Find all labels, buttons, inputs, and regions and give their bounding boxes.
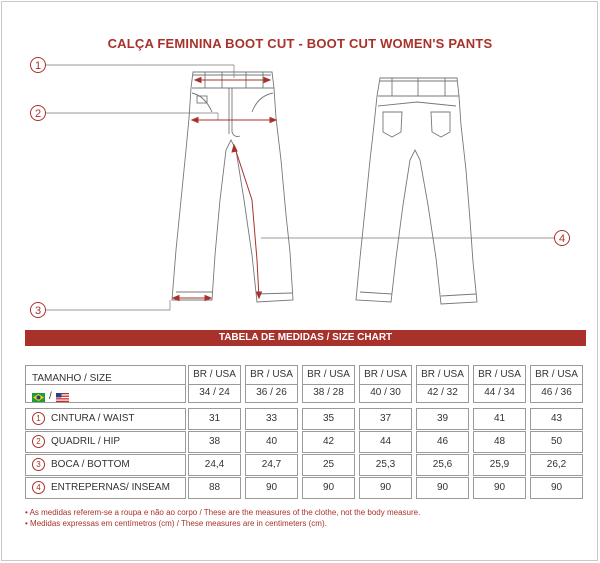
callout-2: 2 [34, 108, 42, 120]
measure-label [25, 408, 186, 430]
measure-label [25, 454, 186, 476]
measure-value: 25,6 [416, 454, 469, 476]
measure-value: 44 [359, 431, 412, 453]
table-row [25, 477, 586, 499]
measure-value: 88 [188, 477, 241, 499]
size-value: 44 / 34 [484, 387, 515, 398]
back-pants-illustration [356, 78, 477, 304]
measure-value: 25,9 [473, 454, 526, 476]
size-header-cell [188, 365, 241, 403]
size-header-cell [416, 365, 469, 403]
measure-value: 50 [530, 431, 583, 453]
page-title: CALÇA FEMININA BOOT CUT - BOOT CUT WOMEN'S PANTS [107, 36, 493, 51]
measure-name: QUADRIL / HIP [51, 436, 121, 447]
size-header-cell [245, 365, 298, 403]
measure-value: 90 [302, 477, 355, 499]
flags [32, 387, 69, 407]
table-row [25, 431, 586, 453]
measure-label [25, 477, 186, 499]
usa-flag-icon [56, 393, 69, 402]
callout-3: 3 [34, 305, 42, 317]
measure-value: 90 [416, 477, 469, 499]
measure-value: 90 [530, 477, 583, 499]
size-chart-title: TABELA DE MEDIDAS / SIZE CHART [25, 330, 586, 346]
size-value: 34 / 24 [199, 387, 230, 398]
size-header-cell [530, 365, 583, 403]
measure-name: BOCA / BOTTOM [51, 459, 130, 470]
measure-value: 41 [473, 408, 526, 430]
measure-value: 42 [302, 431, 355, 453]
size-value: 40 / 30 [370, 387, 401, 398]
size-value: 36 / 26 [256, 387, 287, 398]
size-header-label [25, 365, 186, 403]
callout-1: 1 [34, 60, 42, 72]
size-header-cell [302, 365, 355, 403]
size-label: TAMANHO / SIZE [32, 373, 112, 384]
measure-value: 43 [530, 408, 583, 430]
unit-label: BR / USA [307, 369, 350, 380]
measure-value: 90 [245, 477, 298, 499]
measure-number-icon: 1 [32, 412, 45, 425]
measure-label [25, 431, 186, 453]
unit-label: BR / USA [364, 369, 407, 380]
unit-label: BR / USA [421, 369, 464, 380]
note-units: • Medidas expressas em centímetros (cm) / These measures are in centimeters (cm). [25, 519, 327, 528]
size-value: 46 / 36 [541, 387, 572, 398]
measure-value: 38 [188, 431, 241, 453]
size-header-cell [359, 365, 412, 403]
callout-4: 4 [558, 233, 566, 245]
measure-value: 25 [302, 454, 355, 476]
measure-number-icon: 3 [32, 458, 45, 471]
size-value: 42 / 32 [427, 387, 458, 398]
measure-value: 90 [359, 477, 412, 499]
measure-value: 48 [473, 431, 526, 453]
unit-label: BR / USA [535, 369, 578, 380]
size-header-row [25, 365, 586, 403]
measure-value: 35 [302, 408, 355, 430]
flags-separator: / [49, 391, 52, 402]
measure-value: 25,3 [359, 454, 412, 476]
size-header-cell [473, 365, 526, 403]
measure-value: 24,7 [245, 454, 298, 476]
table-row [25, 454, 586, 476]
table-row [25, 408, 586, 430]
size-value: 38 / 28 [313, 387, 344, 398]
front-pants-illustration [172, 72, 293, 302]
measure-value: 24,4 [188, 454, 241, 476]
measure-value: 46 [416, 431, 469, 453]
note-measures: • As medidas referem-se a roupa e não ao corpo / These are the measures of the clothe, not the body measure. [25, 508, 421, 517]
measure-name: CINTURA / WAIST [51, 413, 135, 424]
unit-label: BR / USA [193, 369, 236, 380]
measure-number-icon: 4 [32, 481, 45, 494]
unit-label: BR / USA [478, 369, 521, 380]
unit-label: BR / USA [250, 369, 293, 380]
measure-name: ENTREPERNAS/ INSEAM [51, 482, 170, 493]
measure-number-icon: 2 [32, 435, 45, 448]
measure-value: 40 [245, 431, 298, 453]
measure-value: 31 [188, 408, 241, 430]
measure-value: 26,2 [530, 454, 583, 476]
measure-value: 39 [416, 408, 469, 430]
measure-value: 37 [359, 408, 412, 430]
measure-value: 90 [473, 477, 526, 499]
measure-value: 33 [245, 408, 298, 430]
brazil-flag-icon [32, 393, 45, 402]
